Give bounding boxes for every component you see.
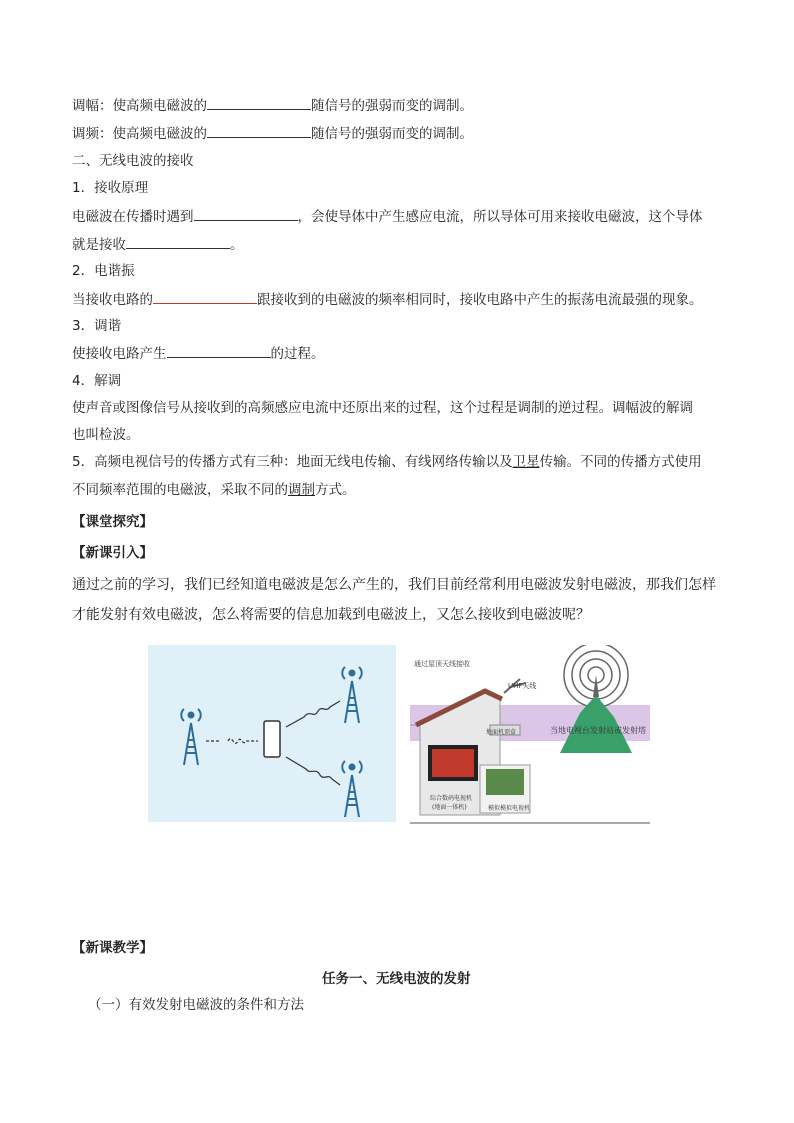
am-line: 调幅：使高频电磁波的 随信号的强弱而变的调制。 [72,95,473,116]
figure-label: (地面一体机) [432,804,467,811]
figure-label: 模拟模拟电视机 [488,805,531,812]
paragraph-line: 当接收电路的 跟接收到的电磁波的频率相同时，接收电路中产生的振荡电流最强的现象。 [72,289,703,310]
tv-icon [486,769,524,795]
figure-label: 综合数码电视机 [430,795,473,802]
answer-blank[interactable] [207,95,311,110]
subheading: 1．接收原理 [72,180,149,196]
answer-blank[interactable] [207,123,311,138]
figure-label: UHF天线 [508,682,537,690]
teach-heading: 【新课教学】 [72,940,153,956]
answer-blank[interactable] [167,343,271,358]
tower-icon [342,667,361,723]
intro-heading: 【新课引入】 [72,545,153,561]
section-heading: 二、无线电波的接收 [72,153,194,169]
phone-tower-figure [148,645,396,822]
figure-label: 通过屋顶天线接收 [414,660,470,668]
figure-label: 地面机顶盒 [486,729,517,736]
paragraph-line: 不同频率范围的电磁波，采取不同的调制方式。 [72,482,356,498]
paragraph-line: 电磁波在传播时遇到 ，会使导体中产生感应电流，所以导体可用来接收电磁波，这个导体 [72,206,703,227]
tower-icon [181,709,200,765]
paragraph-line: 才能发射有效电磁波，怎么将需要的信息加载到电磁波上，又怎么接收到电磁波呢？ [72,607,590,623]
tower-icon [342,761,361,817]
paragraph-line: 使声音或图像信号从接收到的高频感应电流中还原出来的过程，这个过程是调制的逆过程。调幅波的解调 [72,400,693,416]
tv-reception-figure [410,645,650,825]
subheading: 2．电谐振 [72,263,135,279]
classroom-heading: 【课堂探究】 [72,514,153,530]
task-title: 任务一、无线电波的发射 [322,971,471,987]
fm-line: 调频：使高频电磁波的 随信号的强弱而变的调制。 [72,123,473,144]
paragraph-line: 也叫检波。 [72,427,140,443]
paragraph-line: 使接收电路产生 的过程。 [72,343,325,364]
subsection-title: （一）有效发射电磁波的条件和方法 [88,997,304,1013]
answer-blank[interactable] [153,289,257,304]
paragraph-line: 通过之前的学习，我们已经知道电磁波是怎么产生的，我们目前经常利用电磁波发射电磁波，那我们怎样 [72,577,716,593]
figure-label: 当地电视台发射站或发射塔 [550,726,646,735]
subheading: 4．解调 [72,373,122,389]
answer-blank[interactable] [126,234,230,249]
paragraph-line: 就是接收 。 [72,234,244,255]
phone-icon [264,721,280,757]
subheading: 3．调谐 [72,318,122,334]
transmit-tower-icon [593,675,599,697]
paragraph-line: 5．高频电视信号的传播方式有三种：地面无线电传输、有线网络传输以及卫星传输。不同的传播方式使用 [72,454,702,470]
answer-blank[interactable] [194,206,298,221]
